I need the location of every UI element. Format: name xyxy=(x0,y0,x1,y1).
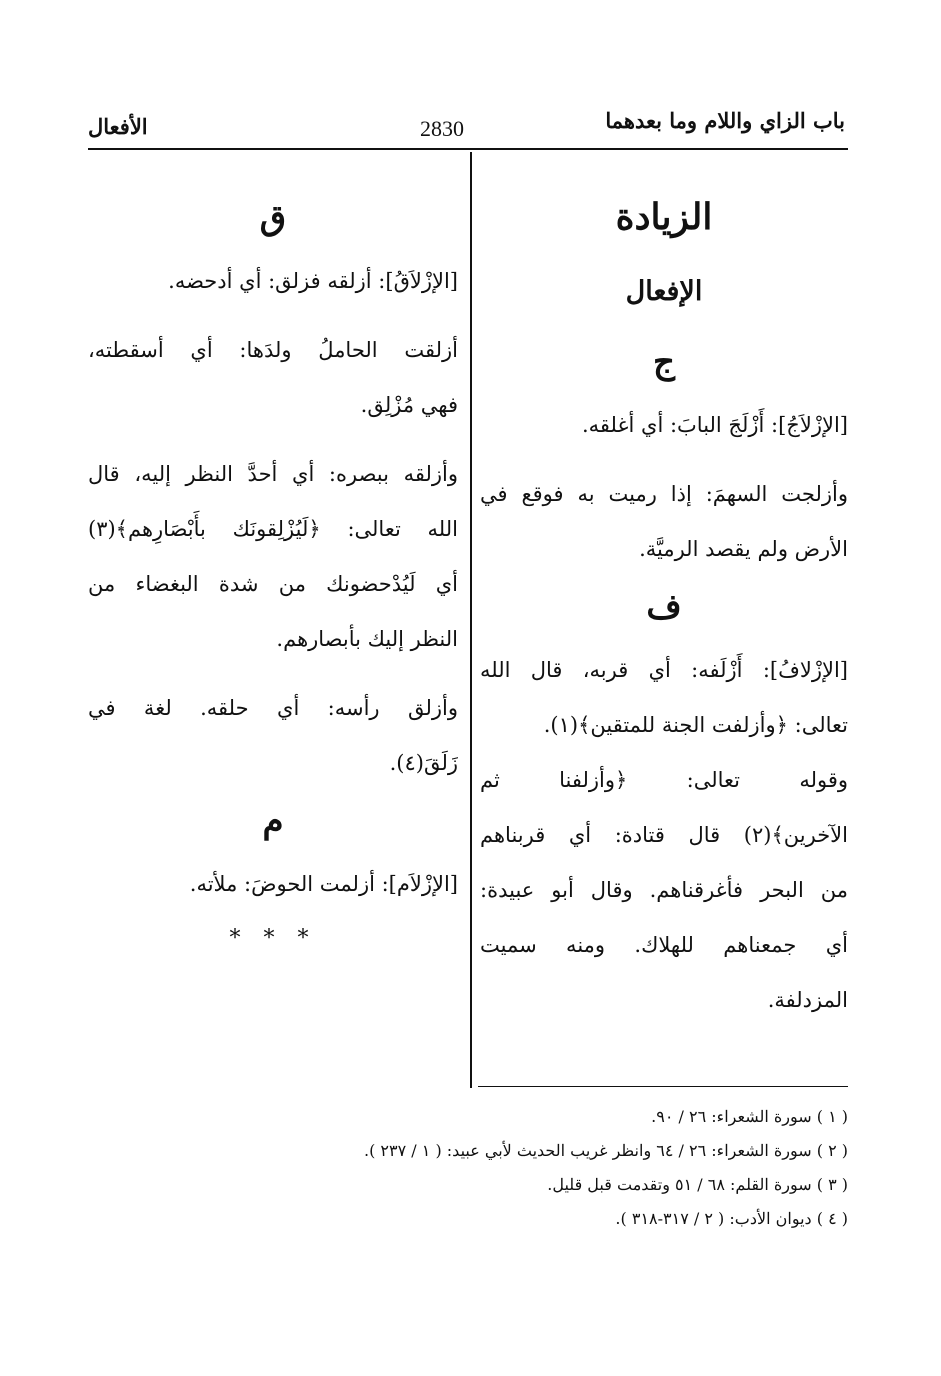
entry-line: الآخرين﴾(٢) قال قتادة: أي قربناهم xyxy=(480,823,848,847)
letter-heading-jim: ج xyxy=(653,342,675,382)
column-divider xyxy=(470,152,472,1088)
letter-heading-mim: م xyxy=(262,801,284,841)
entry-line: [الإزْلافُ]: أَزْلَفه: أي قربه، قال الله xyxy=(480,658,848,682)
section-end-stars: * * * xyxy=(229,926,317,951)
entry-line: من البحر فأغرقناهم. وقال أبو عبيدة: xyxy=(480,878,848,902)
entry-line: المزدلفة. xyxy=(767,988,848,1012)
header-rule xyxy=(88,148,848,150)
letter-heading-qaf: ق xyxy=(259,198,287,238)
entry-line: [الإزْلاَقُ]: أزلقه فزلق: أي أدحضه. xyxy=(168,269,458,293)
footnote-rule xyxy=(478,1086,848,1087)
entry-line: تعالى: ﴿وأزلفت الجنة للمتقين﴾(١). xyxy=(543,713,848,737)
entry-line: أي جمعناهم للهلاك. ومنه سميت xyxy=(480,933,848,957)
entry-line: فهي مُزْلِق. xyxy=(360,393,458,417)
right-column xyxy=(480,190,848,1030)
chapter-header: باب الزاي واللام وما بعدهما xyxy=(605,108,845,133)
footnote: ( ١ ) سورة الشعراء: ٢٦ / ٩٠. xyxy=(651,1107,848,1126)
entry-line: وأزلجت السهمَ: إذا رميت به فوقع في xyxy=(480,482,848,506)
footnote: ( ٢ ) سورة الشعراء: ٢٦ / ٦٤ وانظر غريب الحديث لأبي عبيد: ( ١ / ٢٣٧ ). xyxy=(364,1141,848,1160)
section-title: الزيادة xyxy=(615,196,713,238)
entry-line: الله تعالى: ﴿لَيُزْلِقونَك بأَبْصَارِهم﴾(٣) xyxy=(88,517,458,541)
entry-line: أزلقت الحاملُ ولدَها: أي أسقطته، xyxy=(88,338,458,362)
paragraph-gap xyxy=(480,455,848,469)
section-header: الأفعال xyxy=(88,114,148,139)
paragraph-gap xyxy=(88,435,458,449)
entry-line: الأرض ولم يقصد الرميَّة. xyxy=(639,537,848,561)
paragraph-gap xyxy=(88,669,458,683)
section-subtitle: الإفعال xyxy=(625,276,703,307)
entry-line: زَلَقَ(٤). xyxy=(389,751,458,775)
entry-line: [الإزْلاَجُ]: أَزْلَجَ البابَ: أي أغلقه. xyxy=(582,413,848,437)
entry-line: [الإزْلاَم]: أزلمت الحوضَ: ملأته. xyxy=(189,872,458,896)
paragraph-gap xyxy=(88,311,458,325)
entry-line: أي لَيُدْحضونك من شدة البغضاء من xyxy=(88,572,458,596)
entry-line: وأزلق رأسه: أي حلقه. لغة في xyxy=(88,696,458,720)
page-number: 2830 xyxy=(420,116,464,141)
footnote: ( ٤ ) ديوان الأدب: ( ٢ / ٣١٧-٣١٨ ). xyxy=(615,1209,848,1228)
footnotes xyxy=(88,1100,848,1236)
letter-heading-fa: ف xyxy=(646,587,682,627)
left-column xyxy=(88,190,458,964)
entry-line: وأزلقه ببصره: أي أحدَّ النظر إليه، قال xyxy=(88,462,458,486)
footnote: ( ٣ ) سورة القلم: ٦٨ / ٥١ وتقدمت قبل قليل. xyxy=(547,1175,848,1194)
entry-line: وقوله تعالى: ﴿وأزلفنا ثم xyxy=(480,768,848,792)
entry-line: النظر إليك بأبصارهم. xyxy=(276,627,458,651)
